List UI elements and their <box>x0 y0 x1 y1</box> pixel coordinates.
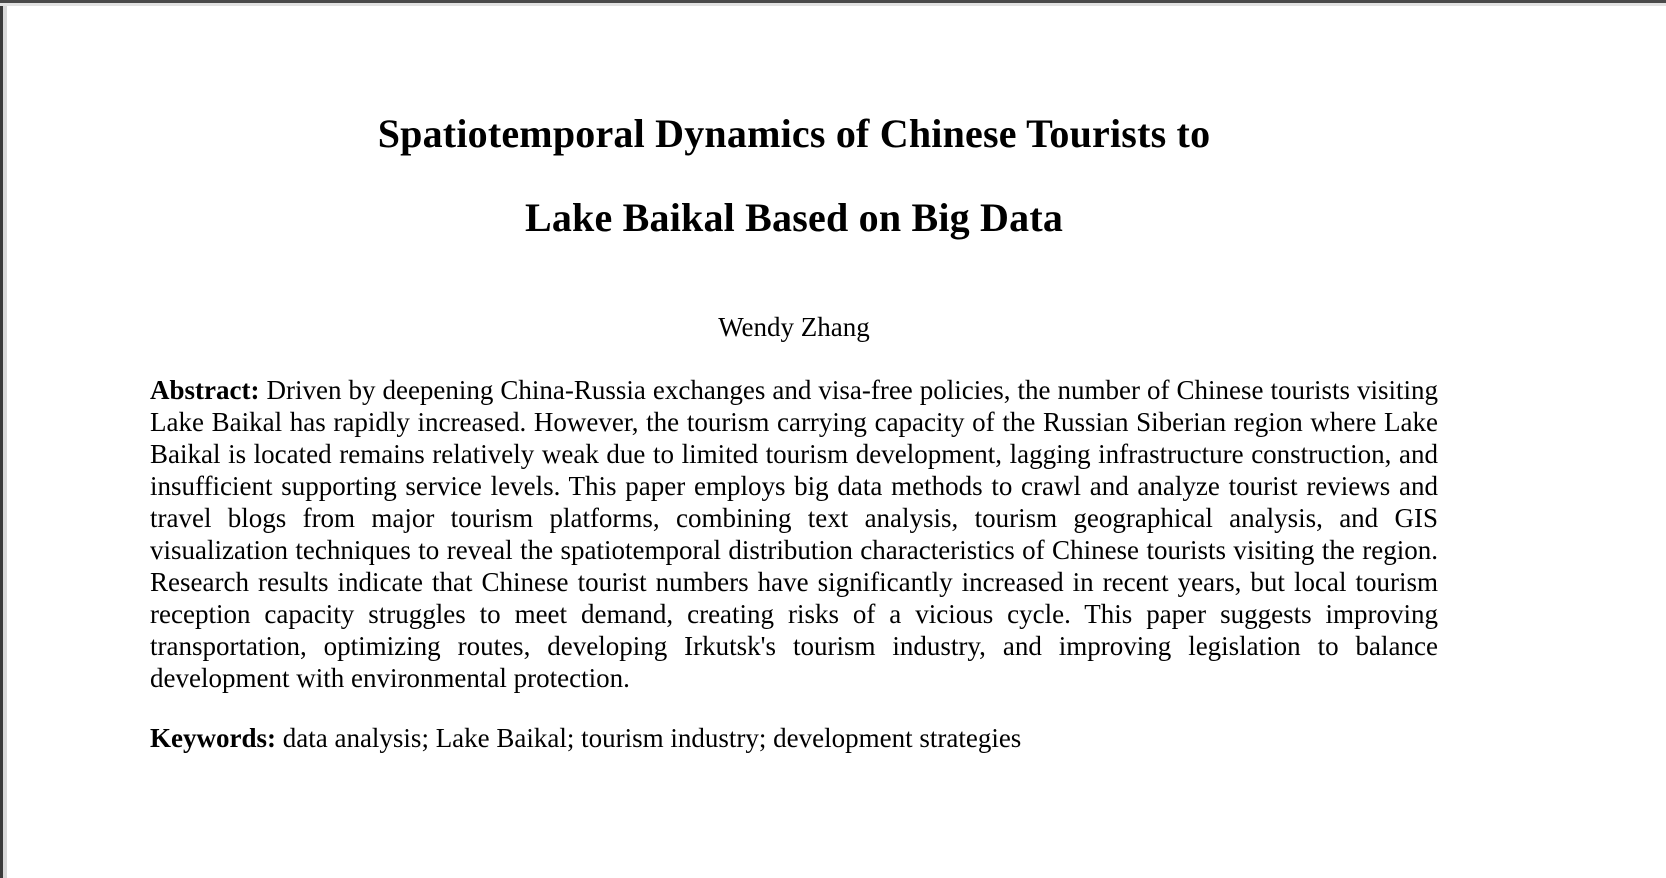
author-name: Wendy Zhang <box>718 312 870 342</box>
page-title <box>150 6 1438 259</box>
abstract-body: Driven by deepening China-Russia exchanges and visa-free policies, the number of Chinese tourists visiting Lake Baikal has rapidly increased. However, the tourism carrying capacity of the Russian Siberian region where Lake Baikal is located remains relatively weak due to limited tourism development, lagging infrastructure construction, and insufficient supporting service levels. This paper employs big data methods to crawl and analyze tourist reviews and travel blogs from major tourism platforms, combining text analysis, tourism geographical analysis, and GIS visualization techniques to reveal the spatiotemporal distribution characteristics of Chinese tourists visiting the region. Research results indicate that Chinese tourist numbers have significantly increased in recent years, but local tourism reception capacity struggles to meet demand, creating risks of a vicious cycle. This paper suggests improving transportation, optimizing routes, developing Irkutsk's tourism industry, and improving legislation to balance development with environmental protection. <box>150 375 1439 693</box>
page-title-line-2: Lake Baikal Based on Big Data <box>524 195 1064 240</box>
keywords-paragraph <box>150 694 1438 754</box>
abstract-label: Abstract: <box>150 375 260 405</box>
paper-page <box>7 6 1666 878</box>
keywords-label: Keywords: <box>150 723 276 753</box>
page-title-line-1: Spatiotemporal Dynamics of Chinese Tourists to <box>377 111 1211 156</box>
page-content-column <box>150 6 1438 754</box>
keywords-body: data analysis; Lake Baikal; tourism industry; development strategies <box>282 723 1022 753</box>
abstract-paragraph <box>150 344 1438 694</box>
